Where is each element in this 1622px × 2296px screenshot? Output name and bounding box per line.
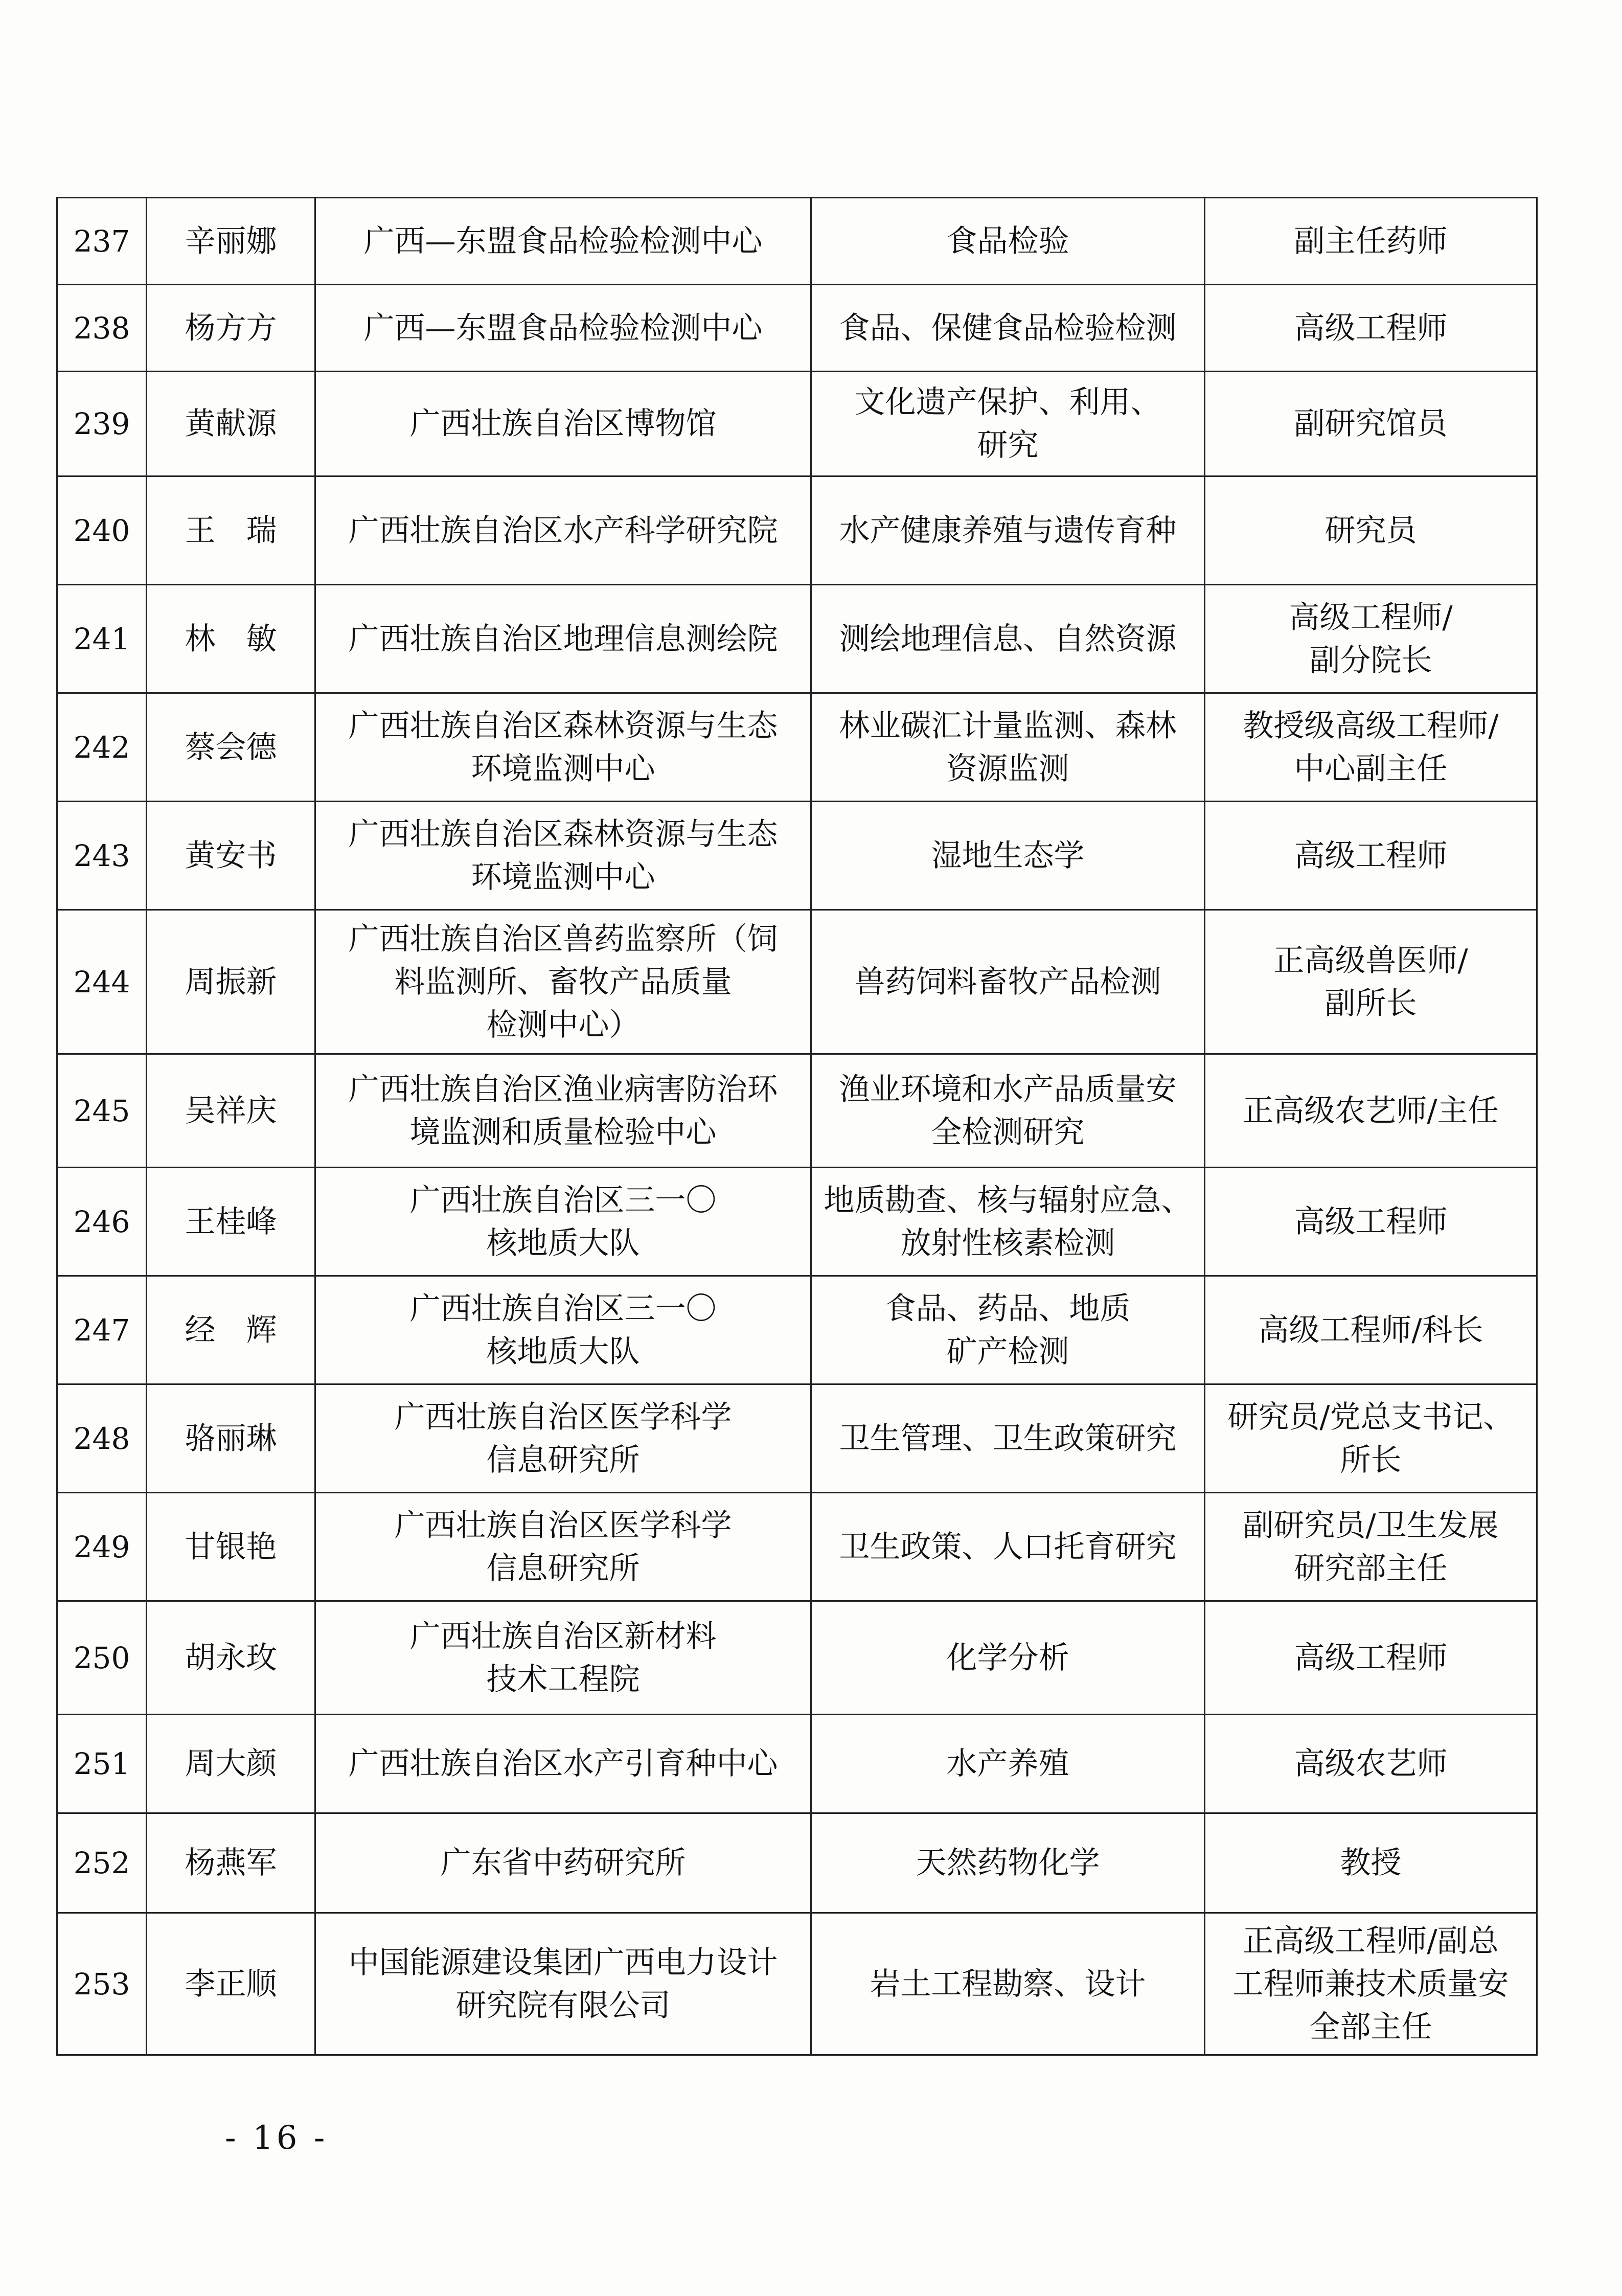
cell-specialty [811, 1168, 1205, 1276]
cell-name [147, 1384, 315, 1493]
cell-text-line: 兽药饲料畜牧产品检测 [854, 964, 1161, 1000]
cell-specialty [811, 476, 1205, 585]
cell-text: 240 [73, 513, 130, 548]
cell-text: 胡永玫 [185, 1640, 277, 1676]
cell-text-line: 水产养殖 [946, 1746, 1069, 1782]
cell-text-line: 研究员/党总支书记、 [1227, 1399, 1514, 1435]
cell-text-line: 湿地生态学 [931, 837, 1085, 874]
cell-text-line: 卫生政策、人口托育研究 [839, 1529, 1177, 1565]
cell-text-line: 地质勘查、核与辐射应急、 [824, 1182, 1192, 1218]
cell-text: 251 [73, 1746, 130, 1781]
cell-specialty [811, 1715, 1205, 1813]
cell-text-line: 高级工程师 [1294, 837, 1448, 874]
cell-title-position [1205, 1276, 1537, 1384]
cell-title-position [1205, 285, 1537, 372]
cell-text-line: 信息研究所 [486, 1442, 640, 1478]
cell-serial-number [57, 476, 147, 585]
cell-name [147, 1276, 315, 1384]
cell-name [147, 1493, 315, 1601]
cell-title-position [1205, 476, 1537, 585]
cell-text-line: 正高级农艺师/主任 [1243, 1093, 1499, 1129]
cell-text-line: 广东省中药研究所 [440, 1845, 686, 1881]
cell-title-position [1205, 1384, 1537, 1493]
cell-organization [315, 693, 811, 802]
table-row [57, 1276, 1537, 1384]
cell-text-line: 教授级高级工程师/ [1243, 708, 1499, 744]
cell-text-line: 副主任药师 [1294, 223, 1448, 259]
cell-organization [315, 1715, 811, 1813]
cell-title-position [1205, 372, 1537, 476]
table-row [57, 372, 1537, 476]
cell-text: 245 [73, 1093, 130, 1128]
cell-specialty [811, 1813, 1205, 1913]
cell-text: 黄献源 [185, 406, 277, 442]
cell-text-line: 副所长 [1324, 985, 1417, 1021]
cell-serial-number [57, 285, 147, 372]
cell-organization [315, 372, 811, 476]
cell-text: 247 [73, 1312, 130, 1348]
cell-serial-number [57, 910, 147, 1054]
cell-text-line: 广西壮族自治区三一〇 [409, 1290, 717, 1327]
cell-text-line: 研究部主任 [1294, 1550, 1448, 1586]
cell-title-position [1205, 1913, 1537, 2055]
cell-text-line: 测绘地理信息、自然资源 [839, 621, 1177, 657]
cell-organization [315, 910, 811, 1054]
cell-text-line: 食品、保健食品检验检测 [839, 310, 1177, 346]
cell-text: 248 [73, 1421, 130, 1456]
table-row [57, 285, 1537, 372]
cell-text-line: 高级工程师/ [1289, 599, 1453, 635]
table-row [57, 1601, 1537, 1715]
cell-name [147, 693, 315, 802]
page-number: - 16 - [225, 2119, 328, 2157]
cell-text: 杨方方 [185, 310, 277, 346]
cell-name [147, 802, 315, 910]
cell-text: 246 [73, 1204, 130, 1239]
cell-text-line: 研究院有限公司 [455, 1987, 671, 2024]
cell-text-line: 广西壮族自治区三一〇 [409, 1182, 717, 1218]
cell-serial-number [57, 1913, 147, 2055]
cell-text: 250 [73, 1640, 130, 1675]
cell-specialty [811, 1384, 1205, 1493]
table-row [57, 585, 1537, 693]
cell-text: 杨燕军 [185, 1845, 277, 1881]
cell-text-line: 食品检验 [946, 223, 1069, 259]
cell-organization [315, 1493, 811, 1601]
cell-text-line: 广西壮族自治区水产科学研究院 [348, 512, 778, 549]
cell-text: 李正顺 [185, 1966, 277, 2002]
cell-text-line: 中国能源建设集团广西电力设计 [348, 1944, 778, 1981]
cell-text-line: 全部主任 [1309, 2009, 1432, 2045]
cell-text: 237 [73, 223, 130, 259]
cell-text-line: 广西壮族自治区博物馆 [409, 406, 717, 442]
cell-title-position [1205, 1813, 1537, 1913]
cell-text: 骆丽琳 [185, 1420, 277, 1457]
cell-text-line: 广西壮族自治区水产引育种中心 [348, 1746, 778, 1782]
cell-specialty [811, 285, 1205, 372]
cell-text: 吴祥庆 [185, 1093, 277, 1129]
cell-text-line: 食品、药品、地质 [885, 1290, 1131, 1327]
cell-text-line: 渔业环境和水产品质量安 [839, 1071, 1177, 1107]
cell-organization [315, 476, 811, 585]
table-row [57, 476, 1537, 585]
cell-name [147, 476, 315, 585]
cell-text: 王 瑞 [185, 512, 277, 549]
cell-title-position [1205, 1054, 1537, 1168]
cell-organization [315, 1168, 811, 1276]
cell-serial-number [57, 1715, 147, 1813]
cell-name [147, 1601, 315, 1715]
cell-organization [315, 1601, 811, 1715]
cell-text: 蔡会德 [185, 729, 277, 765]
cell-serial-number [57, 1601, 147, 1715]
cell-name [147, 910, 315, 1054]
cell-name [147, 372, 315, 476]
cell-text-line: 信息研究所 [486, 1550, 640, 1586]
cell-text-line: 天然药物化学 [916, 1845, 1100, 1881]
cell-text-line: 高级工程师 [1294, 1203, 1448, 1240]
cell-serial-number [57, 1493, 147, 1601]
cell-text-line: 正高级兽医师/ [1273, 942, 1468, 979]
cell-name [147, 1054, 315, 1168]
cell-text-line: 检测中心） [486, 1007, 640, 1043]
cell-text-line: 料监测所、畜牧产品质量 [394, 964, 732, 1000]
cell-organization [315, 1054, 811, 1168]
cell-text-line: 高级农艺师 [1294, 1746, 1448, 1782]
cell-text: 王桂峰 [185, 1203, 277, 1240]
cell-text-line: 高级工程师 [1294, 1640, 1448, 1676]
cell-title-position [1205, 585, 1537, 693]
roster-table-body [57, 198, 1537, 2055]
cell-text-line: 广西壮族自治区新材料 [409, 1618, 717, 1654]
table-row [57, 1493, 1537, 1601]
cell-text: 253 [73, 1966, 130, 2002]
table-row [57, 693, 1537, 802]
cell-text-line: 高级工程师 [1294, 310, 1448, 346]
cell-text-line: 放射性核素检测 [900, 1225, 1115, 1261]
cell-text-line: 广西壮族自治区森林资源与生态 [348, 816, 778, 852]
cell-serial-number [57, 585, 147, 693]
cell-organization [315, 1384, 811, 1493]
cell-text: 辛丽娜 [185, 223, 277, 259]
cell-organization [315, 1913, 811, 2055]
cell-specialty [811, 1601, 1205, 1715]
cell-text: 243 [73, 838, 130, 873]
table-row [57, 910, 1537, 1054]
cell-text: 周振新 [185, 964, 277, 1000]
cell-text-line: 核地质大队 [486, 1225, 640, 1261]
cell-text-line: 广西壮族自治区地理信息测绘院 [348, 621, 778, 657]
table-row [57, 802, 1537, 910]
cell-specialty [811, 198, 1205, 285]
cell-specialty [811, 1493, 1205, 1601]
cell-serial-number [57, 693, 147, 802]
table-row [57, 1913, 1537, 2055]
cell-title-position [1205, 1715, 1537, 1813]
cell-text-line: 技术工程院 [486, 1661, 640, 1697]
cell-text-line: 高级工程师/科长 [1258, 1312, 1483, 1348]
cell-organization [315, 285, 811, 372]
cell-text-line: 岩土工程勘察、设计 [870, 1966, 1146, 2002]
cell-text-line: 矿产检测 [946, 1333, 1069, 1370]
cell-name [147, 285, 315, 372]
cell-text: 252 [73, 1846, 130, 1880]
cell-text-line: 核地质大队 [486, 1333, 640, 1370]
table-row [57, 1054, 1537, 1168]
cell-specialty [811, 693, 1205, 802]
cell-text: 244 [73, 964, 130, 999]
cell-text-line: 广西—东盟食品检验检测中心 [363, 223, 763, 259]
cell-text-line: 研究 [977, 427, 1039, 463]
cell-organization [315, 802, 811, 910]
cell-text: 249 [73, 1529, 130, 1564]
cell-text-line: 全检测研究 [931, 1114, 1085, 1150]
cell-text-line: 副研究员/卫生发展 [1243, 1507, 1499, 1543]
cell-text-line: 环境监测中心 [471, 751, 655, 787]
cell-text: 239 [73, 406, 130, 441]
cell-text-line: 工程师兼技术质量安 [1232, 1966, 1509, 2002]
cell-specialty [811, 372, 1205, 476]
cell-text: 黄安书 [185, 837, 277, 874]
cell-name [147, 585, 315, 693]
cell-serial-number [57, 198, 147, 285]
cell-serial-number [57, 802, 147, 910]
cell-text-line: 副研究馆员 [1294, 406, 1448, 442]
cell-specialty [811, 585, 1205, 693]
cell-title-position [1205, 910, 1537, 1054]
cell-text: 经 辉 [185, 1312, 277, 1348]
cell-text-line: 广西壮族自治区医学科学 [394, 1399, 732, 1435]
cell-text-line: 化学分析 [946, 1640, 1069, 1676]
cell-specialty [811, 1276, 1205, 1384]
cell-name [147, 1813, 315, 1913]
cell-specialty [811, 1913, 1205, 2055]
cell-serial-number [57, 1276, 147, 1384]
cell-text: 242 [73, 730, 130, 765]
table-row [57, 1715, 1537, 1813]
cell-text-line: 广西壮族自治区医学科学 [394, 1507, 732, 1543]
cell-text-line: 广西壮族自治区兽药监察所（饲 [348, 921, 778, 957]
cell-text-line: 卫生管理、卫生政策研究 [839, 1420, 1177, 1457]
cell-name [147, 1913, 315, 2055]
cell-specialty [811, 910, 1205, 1054]
table-row [57, 198, 1537, 285]
cell-text-line: 广西壮族自治区渔业病害防治环 [348, 1071, 778, 1107]
cell-text-line: 副分院长 [1309, 642, 1432, 678]
cell-serial-number [57, 372, 147, 476]
table-row [57, 1813, 1537, 1913]
cell-title-position [1205, 1601, 1537, 1715]
cell-title-position [1205, 802, 1537, 910]
cell-organization [315, 585, 811, 693]
cell-organization [315, 198, 811, 285]
cell-name [147, 1168, 315, 1276]
cell-text-line: 林业碳汇计量监测、森林 [839, 708, 1177, 744]
cell-text-line: 中心副主任 [1294, 751, 1448, 787]
cell-text: 241 [73, 621, 130, 656]
cell-name [147, 1715, 315, 1813]
cell-serial-number [57, 1168, 147, 1276]
cell-title-position [1205, 693, 1537, 802]
cell-text-line: 教授 [1340, 1845, 1402, 1881]
cell-text: 甘银艳 [185, 1529, 277, 1565]
cell-text: 林 敏 [185, 621, 277, 657]
cell-serial-number [57, 1813, 147, 1913]
cell-organization [315, 1276, 811, 1384]
cell-text: 238 [73, 310, 130, 346]
cell-specialty [811, 802, 1205, 910]
table-row [57, 1384, 1537, 1493]
cell-text-line: 境监测和质量检验中心 [409, 1114, 717, 1150]
cell-text-line: 资源监测 [946, 751, 1069, 787]
cell-text-line: 文化遗产保护、利用、 [854, 384, 1161, 420]
cell-text: 周大颜 [185, 1746, 277, 1782]
cell-text-line: 广西—东盟食品检验检测中心 [363, 310, 763, 346]
cell-text-line: 所长 [1340, 1442, 1402, 1478]
table-row [57, 1168, 1537, 1276]
cell-text-line: 水产健康养殖与遗传育种 [839, 512, 1177, 549]
cell-title-position [1205, 1168, 1537, 1276]
cell-text-line: 研究员 [1324, 512, 1417, 549]
cell-specialty [811, 1054, 1205, 1168]
cell-title-position [1205, 1493, 1537, 1601]
cell-text-line: 正高级工程师/副总 [1243, 1923, 1499, 1959]
expert-roster-table [56, 197, 1538, 2056]
cell-serial-number [57, 1054, 147, 1168]
cell-title-position [1205, 198, 1537, 285]
cell-text-line: 环境监测中心 [471, 859, 655, 895]
cell-organization [315, 1813, 811, 1913]
cell-name [147, 198, 315, 285]
cell-text-line: 广西壮族自治区森林资源与生态 [348, 708, 778, 744]
cell-serial-number [57, 1384, 147, 1493]
